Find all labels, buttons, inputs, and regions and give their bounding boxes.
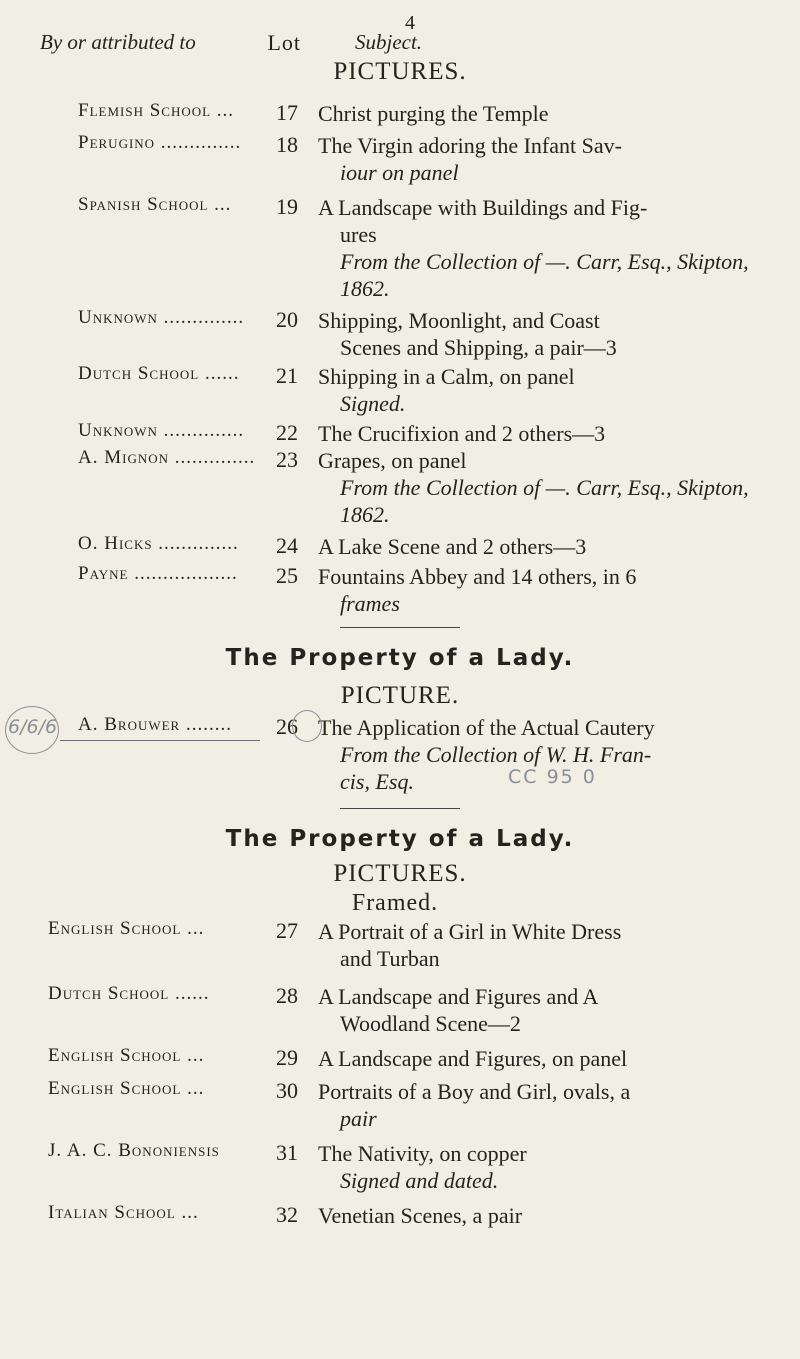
section-divider: [340, 808, 460, 809]
lot-subject-cont: Signed.: [340, 391, 406, 416]
lot-subject-text: The Nativity, on copper: [318, 1141, 527, 1166]
lot-artist: English School ...: [48, 1045, 205, 1066]
lot-subject: [318, 100, 788, 127]
provenance-note: From the Collection of —. Carr, Esq., Skipton, 1862.: [340, 475, 749, 527]
lot-subject-text: The Application of the Actual Cautery: [318, 715, 655, 740]
lot-subject-cont: pair: [340, 1106, 377, 1131]
lot-number: 27: [276, 918, 298, 943]
lot-subject-text: Shipping in a Calm, on panel: [318, 364, 575, 389]
lot-subject: [318, 420, 788, 447]
lot-number: 31: [276, 1140, 298, 1165]
lot-subject: [318, 1045, 788, 1072]
lot-number: 32: [276, 1202, 298, 1227]
lot-subject-cont: and Turban: [340, 946, 440, 971]
handwritten-margin-note: 6/6/6: [8, 716, 58, 738]
handwritten-line: [60, 740, 260, 741]
provenance-note: From the Collection of —. Carr, Esq., Skipton, 1862.: [340, 249, 749, 301]
lot-subject-text: Venetian Scenes, a pair: [318, 1203, 523, 1228]
lot-artist: Dutch School ......: [78, 363, 240, 384]
lot-artist: Flemish School ...: [78, 100, 235, 121]
lot-subject: [318, 533, 788, 560]
lot-number: 20: [276, 307, 298, 332]
lot-number: 18: [276, 132, 298, 157]
lot-subject-text: Portraits of a Boy and Girl, ovals, a: [318, 1079, 631, 1104]
lot-subject: [318, 1140, 788, 1194]
column-header-subject: Subject.: [355, 30, 423, 54]
lot-artist: A. Brouwer ........: [78, 714, 232, 735]
lot-subject-text: The Virgin adoring the Infant Sav-: [318, 133, 622, 158]
handwritten-price: CC 95 0: [508, 766, 597, 788]
lot-subject-text: A Lake Scene and 2 others—3: [318, 534, 587, 559]
lot-subject-text: The Crucifixion and 2 others—3: [318, 421, 606, 446]
lot-subject-text: A Landscape and Figures and A: [318, 984, 599, 1009]
lot-artist: Italian School ...: [48, 1202, 199, 1223]
lot-subject-text: Shipping, Moonlight, and Coast: [318, 308, 600, 333]
lot-artist: English School ...: [48, 1078, 205, 1099]
lot-artist: Spanish School ...: [78, 194, 232, 215]
section2-heading: PICTURE.: [340, 682, 460, 709]
section1-heading: PICTURES.: [333, 58, 467, 85]
lot-subject: [318, 132, 788, 186]
lot-number: 30: [276, 1078, 298, 1103]
lot-number: 22: [276, 420, 298, 445]
lot-artist: Unknown ..............: [78, 307, 245, 328]
lot-artist: J. A. C. Bononiensis: [48, 1140, 220, 1161]
lot-subject: [318, 307, 788, 361]
lot-subject: [318, 1202, 788, 1229]
lot-number: 26: [276, 714, 298, 739]
lot-subject-cont: Scenes and Shipping, a pair—3: [340, 335, 617, 360]
lot-subject: [318, 447, 788, 528]
lot-number: 17: [276, 100, 298, 125]
handwritten-lot-circle: [292, 710, 322, 742]
handwritten-circle: [5, 706, 59, 754]
lot-subject-text: A Landscape with Buildings and Fig-: [318, 195, 648, 220]
lot-subject: [318, 1078, 788, 1132]
lot-subject: [318, 363, 788, 417]
section2-title: The Property of a Lady.: [225, 645, 575, 671]
provenance-line-2: cis, Esq.: [340, 769, 414, 794]
lot-subject-cont: iour on panel: [340, 160, 459, 185]
section3-subheading: Framed.: [351, 890, 439, 916]
lot-number: 29: [276, 1045, 298, 1070]
column-header-artist: By or attributed to: [40, 30, 196, 54]
lot-artist: Unknown ..............: [78, 420, 245, 441]
lot-artist: Dutch School ......: [48, 983, 210, 1004]
lot-number: 24: [276, 533, 298, 558]
section3-title: The Property of a Lady.: [225, 826, 575, 852]
lot-artist: O. Hicks ..............: [78, 533, 239, 554]
lot-artist: Payne ..................: [78, 563, 238, 584]
lot-subject-cont: frames: [340, 591, 400, 616]
lot-number: 28: [276, 983, 298, 1008]
lot-number: 23: [276, 447, 298, 472]
lot-subject-text: Christ purging the Temple: [318, 101, 549, 126]
column-header-lot: Lot: [267, 30, 301, 55]
lot-subject-cont: Woodland Scene—2: [340, 1011, 521, 1036]
lot-subject: [318, 194, 788, 302]
lot-subject-cont: Signed and dated.: [340, 1168, 499, 1193]
lot-subject-text: Fountains Abbey and 14 others, in 6: [318, 564, 637, 589]
section-divider: [340, 627, 460, 628]
lot-subject-text: A Landscape and Figures, on panel: [318, 1046, 628, 1071]
lot-subject-cont: ures: [340, 222, 377, 247]
lot-number: 21: [276, 363, 298, 388]
lot-subject: [318, 563, 788, 617]
lot-subject-text: A Portrait of a Girl in White Dress: [318, 919, 622, 944]
lot-number: 19: [276, 194, 298, 219]
lot-subject: [318, 918, 788, 972]
lot-artist: A. Mignon ..............: [78, 447, 256, 468]
page-number: 4: [405, 12, 415, 34]
provenance-line-1: From the Collection of W. H. Fran-: [340, 742, 652, 767]
lot-subject: [318, 983, 788, 1037]
section3-heading: PICTURES.: [333, 860, 467, 887]
lot-number: 25: [276, 563, 298, 588]
lot-subject-text: Grapes, on panel: [318, 448, 467, 473]
lot-artist: Perugino ..............: [78, 132, 242, 153]
lot-artist: English School ...: [48, 918, 205, 939]
